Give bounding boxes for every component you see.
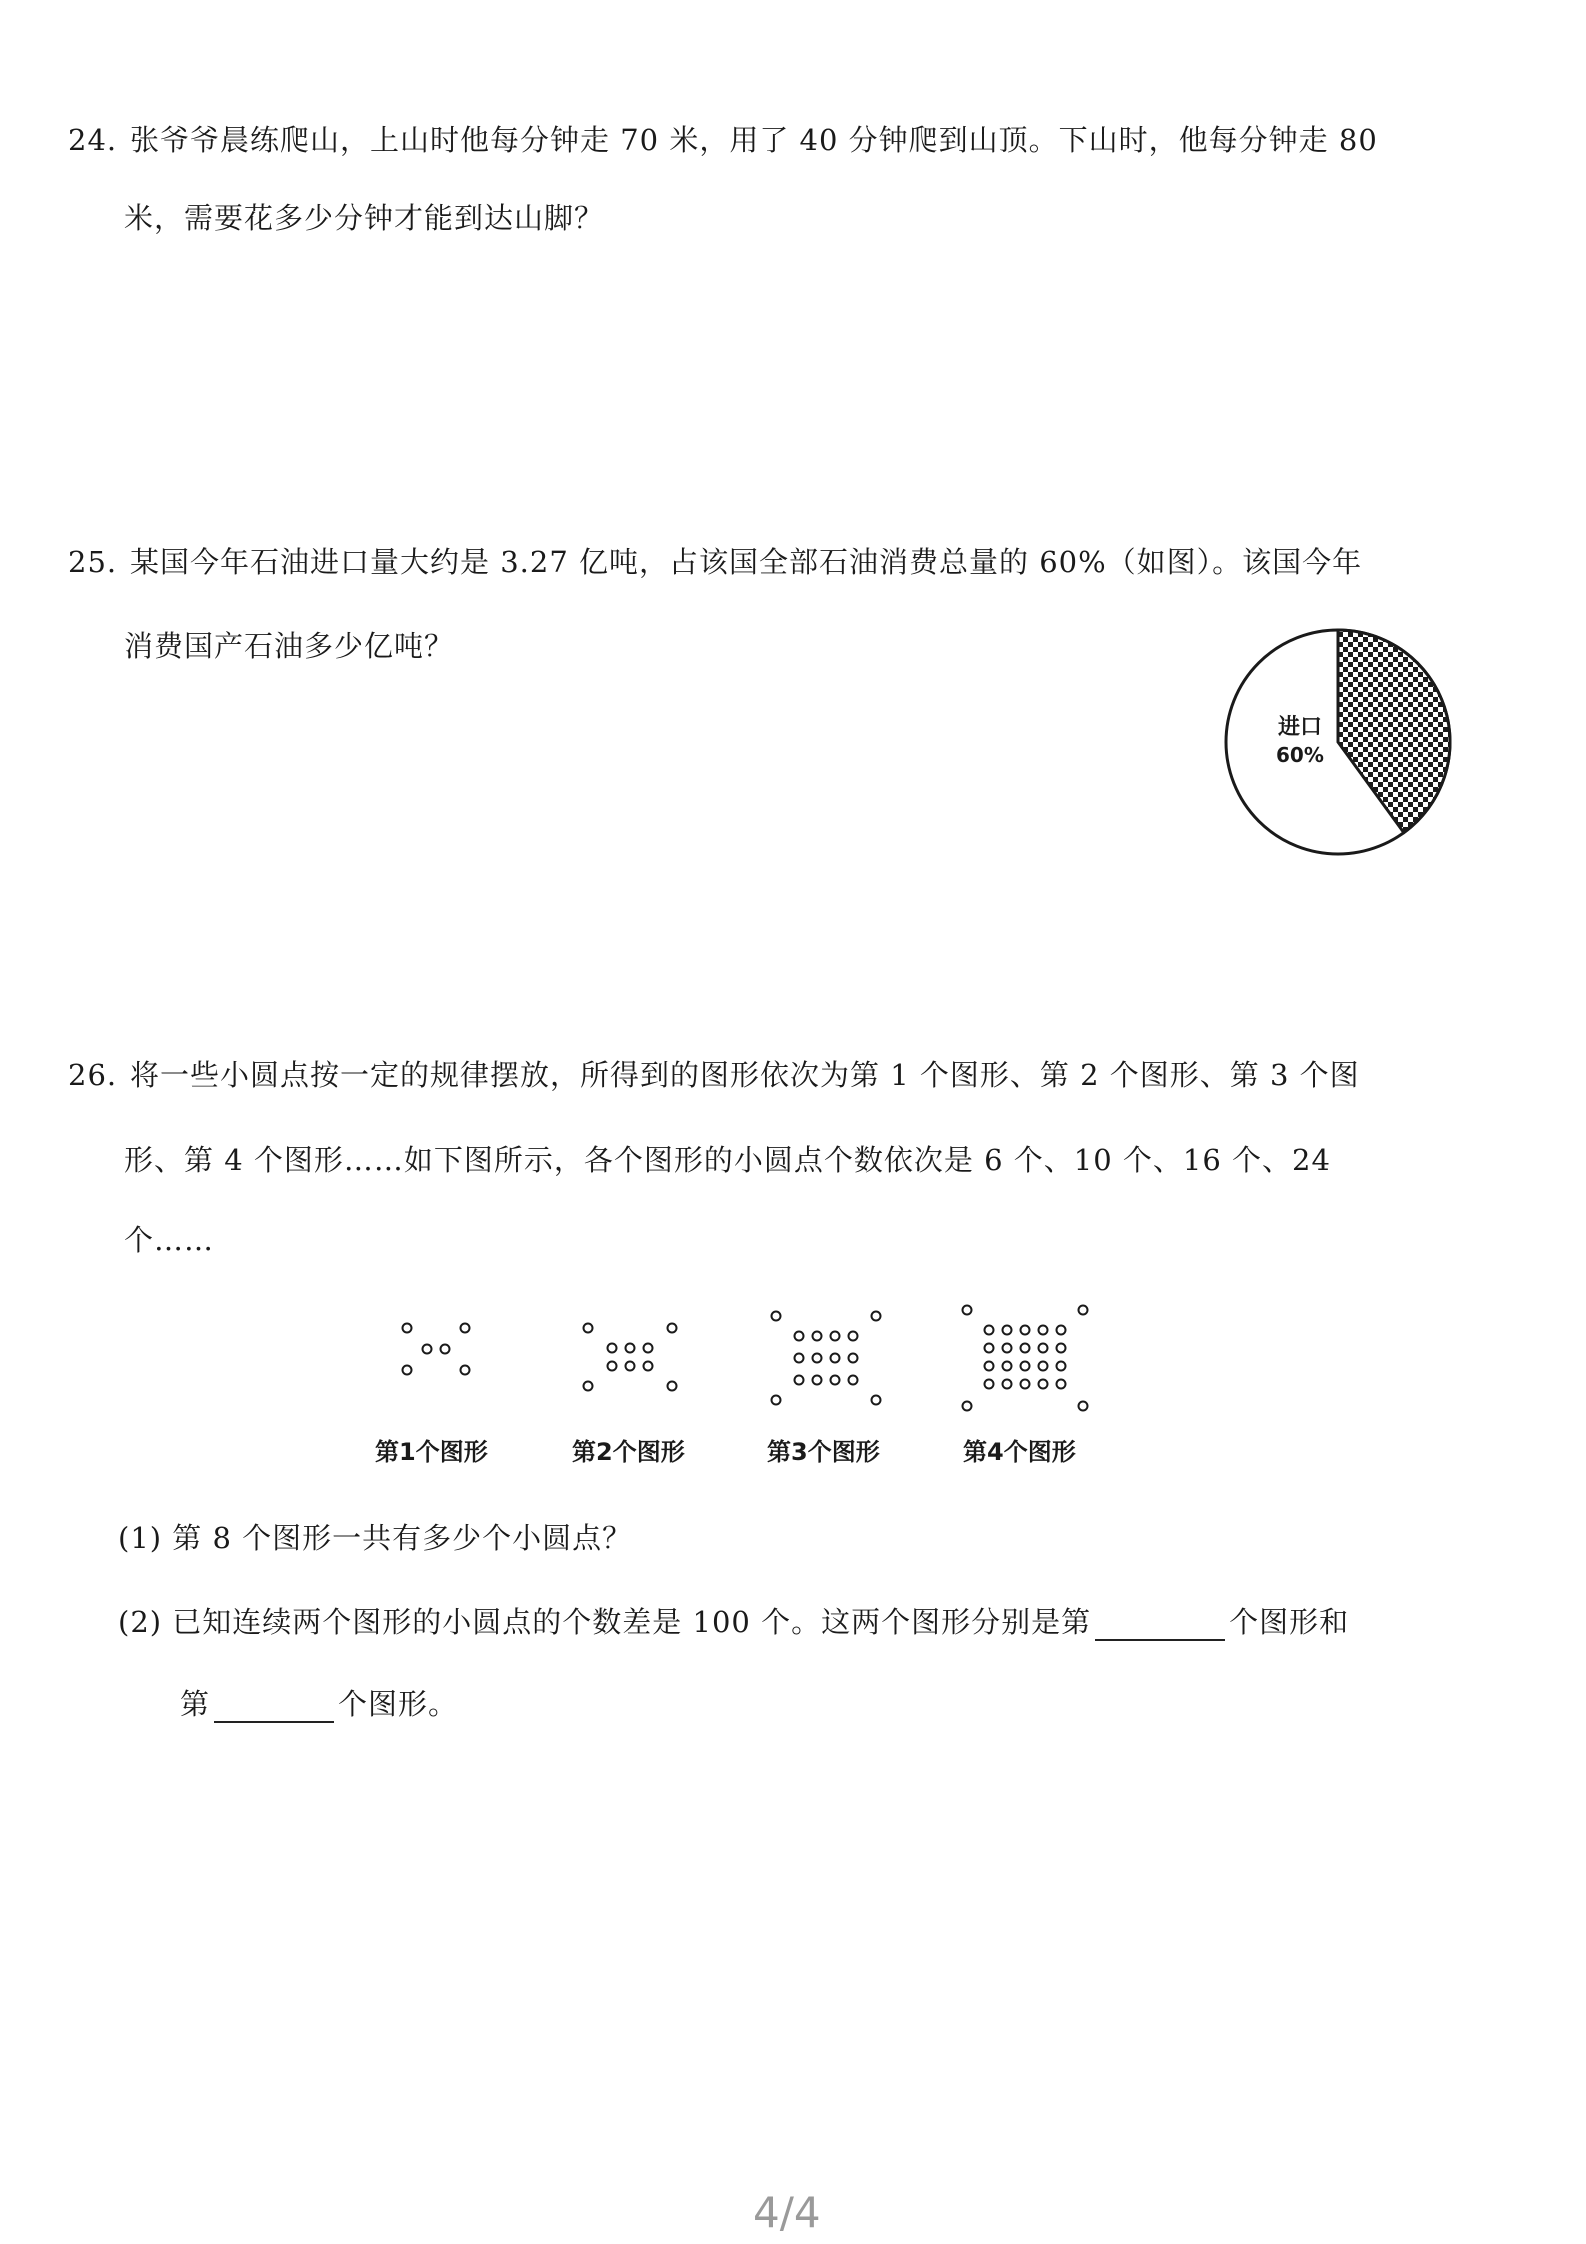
inner-dot — [1057, 1344, 1066, 1353]
inner-dot — [813, 1332, 822, 1341]
q25-text-2: 消费国产石油多少亿吨？ — [124, 629, 455, 663]
inner-dot — [831, 1376, 840, 1385]
corner-dot — [461, 1366, 470, 1375]
inner-dot — [608, 1362, 617, 1371]
inner-dot — [1039, 1380, 1048, 1389]
q26-line3 — [124, 1218, 214, 1259]
inner-grid-4x5 — [985, 1326, 1066, 1389]
inner-dot — [1021, 1380, 1030, 1389]
corner-dot — [1079, 1306, 1088, 1315]
answer-blank-second[interactable] — [214, 1691, 334, 1723]
figure-label-4: 第4个图形 — [963, 1438, 1076, 1466]
q26-sub1 — [118, 1516, 632, 1557]
q25-line1 — [68, 540, 1362, 581]
inner-dot — [985, 1362, 994, 1371]
inner-dot — [1021, 1362, 1030, 1371]
q24-line2 — [124, 196, 604, 237]
inner-dot — [423, 1345, 432, 1354]
corner-dot — [403, 1324, 412, 1333]
corner-dot — [872, 1312, 881, 1321]
pie-label-import: 进口 — [1278, 715, 1323, 740]
inner-dot — [795, 1376, 804, 1385]
inner-dot — [795, 1332, 804, 1341]
q26-sub2-cont — [180, 1682, 458, 1723]
inner-dot — [813, 1376, 822, 1385]
inner-dot — [644, 1362, 653, 1371]
inner-grid-3x4 — [795, 1332, 858, 1385]
inner-dot — [1021, 1344, 1030, 1353]
q26-text-3: 个…… — [124, 1223, 215, 1257]
inner-dot — [626, 1362, 635, 1371]
inner-dot — [1057, 1326, 1066, 1335]
inner-dot — [985, 1344, 994, 1353]
q24-number: 24. — [68, 123, 118, 157]
corner-dot — [772, 1312, 781, 1321]
q26-sub2-text-c: 第 — [180, 1687, 211, 1721]
inner-dot — [1057, 1380, 1066, 1389]
q26-line1 — [68, 1053, 1360, 1094]
inner-dot — [608, 1344, 617, 1353]
inner-dot — [1039, 1362, 1048, 1371]
inner-dot — [831, 1354, 840, 1363]
corner-dot — [461, 1324, 470, 1333]
corner-dot — [963, 1306, 972, 1315]
corner-dot — [963, 1402, 972, 1411]
corner-dot — [772, 1396, 781, 1405]
oil-pie-chart — [1218, 622, 1458, 862]
inner-dot — [813, 1354, 822, 1363]
q26-sub2-text-a: (2) 已知连续两个图形的小圆点的个数差是 100 个。这两个图形分别是第 — [118, 1605, 1092, 1639]
q25-number: 25. — [68, 545, 118, 579]
corner-dot — [668, 1382, 677, 1391]
q26-text-2: 形、第 4 个图形……如下图所示，各个图形的小圆点个数依次是 6 个、10 个、16 个、24 — [124, 1143, 1331, 1177]
q24-text-1: 张爷爷晨练爬山，上山时他每分钟走 70 米，用了 40 分钟爬到山顶。下山时，他每分钟走 80 — [130, 123, 1378, 157]
dot-figure-4 — [955, 1300, 1105, 1420]
inner-dot — [1039, 1326, 1048, 1335]
dot-figure-2 — [580, 1318, 690, 1408]
pie-label-import-percent: 60% — [1276, 743, 1324, 767]
inner-dot — [831, 1332, 840, 1341]
corner-dot — [668, 1324, 677, 1333]
inner-dot — [441, 1345, 450, 1354]
corner-dot — [403, 1366, 412, 1375]
inner-dot — [795, 1354, 804, 1363]
inner-dot — [1021, 1326, 1030, 1335]
figure-label-3: 第3个图形 — [767, 1438, 880, 1466]
figure-label-2: 第2个图形 — [572, 1438, 685, 1466]
q26-sub2-text-b: 个图形和 — [1229, 1605, 1350, 1639]
q26-sub2-text-d: 个图形。 — [338, 1687, 459, 1721]
inner-dot — [626, 1344, 635, 1353]
q26-text-1: 将一些小圆点按一定的规律摆放，所得到的图形依次为第 1 个图形、第 2 个图形、第 3 个图 — [130, 1058, 1360, 1092]
figure-label-1: 第1个图形 — [375, 1438, 488, 1466]
inner-dot — [1003, 1362, 1012, 1371]
inner-dot — [849, 1354, 858, 1363]
page-indicator: 4/4 — [753, 2188, 821, 2237]
inner-dot — [849, 1332, 858, 1341]
q26-number: 26. — [68, 1058, 118, 1092]
dot-figure-1 — [395, 1318, 485, 1398]
q26-sub2 — [118, 1600, 1349, 1641]
corner-dot — [1079, 1402, 1088, 1411]
inner-dot — [985, 1326, 994, 1335]
corner-dot — [584, 1382, 593, 1391]
q24-line1 — [68, 118, 1378, 159]
q26-sub1-text: (1) 第 8 个图形一共有多少个小圆点？ — [118, 1521, 633, 1555]
inner-dot — [849, 1376, 858, 1385]
dot-figure-3 — [768, 1308, 898, 1418]
inner-dot — [1039, 1344, 1048, 1353]
inner-dot — [1003, 1326, 1012, 1335]
q25-line2 — [124, 624, 454, 665]
inner-dot — [1057, 1362, 1066, 1371]
inner-dot — [1003, 1344, 1012, 1353]
q26-line2 — [124, 1138, 1331, 1179]
inner-dot — [1003, 1380, 1012, 1389]
corner-dot — [584, 1324, 593, 1333]
inner-dot — [985, 1380, 994, 1389]
q25-text-1: 某国今年石油进口量大约是 3.27 亿吨，占该国全部石油消费总量的 60%（如图）。该国今年 — [130, 545, 1363, 579]
inner-dot — [644, 1344, 653, 1353]
answer-blank-first[interactable] — [1095, 1609, 1225, 1641]
q24-text-2: 米，需要花多少分钟才能到达山脚？ — [124, 201, 605, 235]
corner-dot — [872, 1396, 881, 1405]
